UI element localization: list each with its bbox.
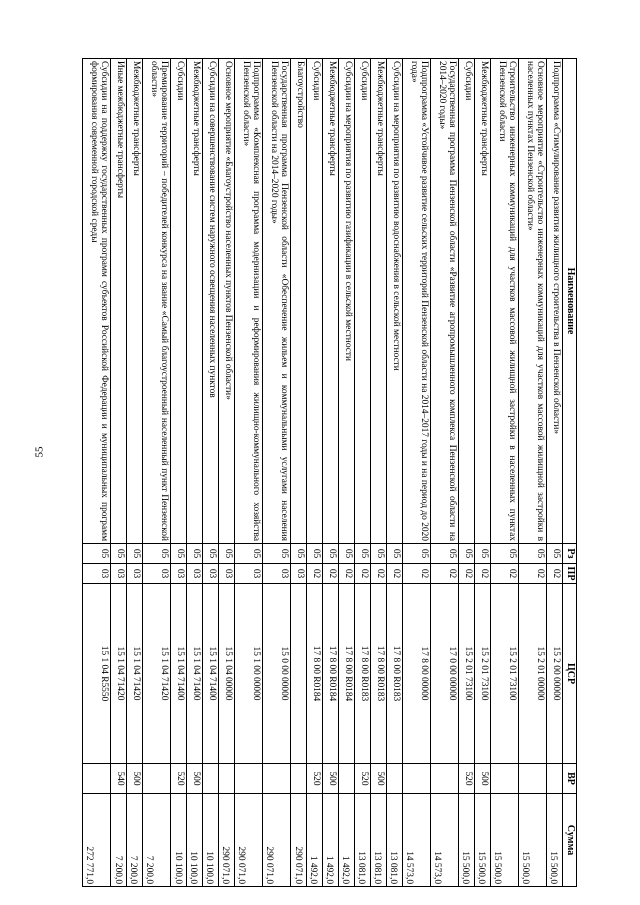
- header-name: Наименование: [563, 59, 577, 544]
- table-row: [219, 59, 235, 887]
- table-row: [263, 59, 291, 887]
- row-name: Благоустройство: [291, 59, 307, 544]
- row-vr: 500: [127, 764, 143, 794]
- header-pr: ПР: [563, 564, 577, 584]
- row-name: Строительство инженерных коммуникаций для участков массовой жилищной застройки в населенных пунктах Пензенской области: [490, 59, 518, 544]
- row-vr: [490, 764, 518, 794]
- row-sum: 14 573,0: [402, 794, 430, 887]
- budget-table-container: [82, 58, 577, 886]
- row-vr: [143, 764, 171, 794]
- row-rz: 05: [430, 544, 458, 564]
- row-sum: 13 081,0: [386, 794, 402, 887]
- row-pr: 02: [490, 564, 518, 584]
- page-number: 55: [33, 446, 46, 458]
- row-csr: 15 1 04 71400: [171, 584, 187, 764]
- row-vr: [263, 764, 291, 794]
- row-name: Межбюджетные трансферты: [187, 59, 203, 544]
- table-row: [323, 59, 339, 887]
- table-row: [339, 59, 355, 887]
- row-pr: 02: [475, 564, 491, 584]
- row-rz: 05: [475, 544, 491, 564]
- row-sum: 15 500,0: [547, 794, 563, 887]
- row-pr: 03: [263, 564, 291, 584]
- row-rz: 05: [339, 544, 355, 564]
- row-sum: 290 071,0: [263, 794, 291, 887]
- row-csr: 15 2 01 73100: [475, 584, 491, 764]
- row-pr: 02: [519, 564, 547, 584]
- row-sum: 1 492,0: [307, 794, 323, 887]
- row-rz: 05: [402, 544, 430, 564]
- row-pr: 03: [219, 564, 235, 584]
- row-rz: 05: [203, 544, 219, 564]
- row-vr: [291, 764, 307, 794]
- row-name: Подпрограмма «Устойчивое развитие сельских территорий Пензенской области на 2014–2017 годы и на период до 2020 года»: [402, 59, 430, 544]
- table-row: [355, 59, 371, 887]
- row-csr: 15 1 04 71420: [111, 584, 127, 764]
- row-sum: 1 492,0: [339, 794, 355, 887]
- row-name: Иные межбюджетные трансферты: [111, 59, 127, 544]
- row-csr: 15 2 00 00000: [547, 584, 563, 764]
- table-row: [143, 59, 171, 887]
- row-pr: 02: [355, 564, 371, 584]
- row-pr: 02: [386, 564, 402, 584]
- row-name: Основное мероприятие «Строительство инженерных коммуникаций для участков массовой жилищной застройки в населенных пунктах Пензенской области»: [519, 59, 547, 544]
- row-pr: 02: [307, 564, 323, 584]
- row-vr: 520: [171, 764, 187, 794]
- row-sum: 290 071,0: [219, 794, 235, 887]
- row-pr: 02: [323, 564, 339, 584]
- row-name: Субсидии: [307, 59, 323, 544]
- row-rz: 05: [490, 544, 518, 564]
- row-name: Подпрограмма «Стимулирование развития жилищного строительства в Пензенской области»: [547, 59, 563, 544]
- row-csr: 15 1 00 00000: [235, 584, 263, 764]
- row-sum: 10 100,0: [171, 794, 187, 887]
- row-vr: 500: [323, 764, 339, 794]
- row-vr: [203, 764, 219, 794]
- row-name: Основное мероприятие «Благоустройство населенных пунктов Пензенской области»: [219, 59, 235, 544]
- row-vr: 520: [459, 764, 475, 794]
- row-csr: 17 8 00 R0184: [339, 584, 355, 764]
- row-name: Субсидии на совершенствование систем наружного освещения населенных пунктов: [203, 59, 219, 544]
- row-name: Государственная программа Пензенской области «Развитие агропромышленного комплекса Пензенской области на 2014–2020 годы»: [430, 59, 458, 544]
- row-name: Субсидии: [459, 59, 475, 544]
- row-csr: 17 8 00 R0183: [355, 584, 371, 764]
- row-name: Межбюджетные трансферты: [370, 59, 386, 544]
- header-sum: Сумма: [563, 794, 577, 887]
- table-row: [171, 59, 187, 887]
- row-rz: 05: [323, 544, 339, 564]
- table-row: [519, 59, 547, 887]
- row-rz: 05: [83, 544, 111, 564]
- row-vr: [339, 764, 355, 794]
- row-rz: 05: [519, 544, 547, 564]
- row-rz: 05: [459, 544, 475, 564]
- row-sum: 13 081,0: [355, 794, 371, 887]
- row-pr: 03: [127, 564, 143, 584]
- row-name: Субсидии на поддержку государственных программ субъектов Российской Федерации и муниципальных программ формирования современной городской среды: [83, 59, 111, 544]
- row-name: Премирование территорий – победителей конкурса на звание «Самый благоустроенный населенный пункт Пензенской области»: [143, 59, 171, 544]
- table-row: [430, 59, 458, 887]
- row-rz: 05: [355, 544, 371, 564]
- row-csr: 15 1 04 71400: [187, 584, 203, 764]
- row-sum: 272 771,0: [83, 794, 111, 887]
- table-row: [459, 59, 475, 887]
- row-pr: 02: [339, 564, 355, 584]
- row-rz: 05: [386, 544, 402, 564]
- row-sum: 10 100,0: [203, 794, 219, 887]
- row-pr: 03: [171, 564, 187, 584]
- row-csr: 15 1 04 71400: [203, 584, 219, 764]
- row-rz: 05: [307, 544, 323, 564]
- row-csr: 17 8 00 R0184: [323, 584, 339, 764]
- table-row: [127, 59, 143, 887]
- row-pr: 03: [291, 564, 307, 584]
- row-csr: 17 8 00 00000: [402, 584, 430, 764]
- row-rz: 05: [111, 544, 127, 564]
- header-rz: Рз: [563, 544, 577, 564]
- table-row: [370, 59, 386, 887]
- row-vr: [547, 764, 563, 794]
- row-sum: 7 200,0: [127, 794, 143, 887]
- row-csr: 15 2 01 00000: [519, 584, 547, 764]
- row-name: Субсидии на мероприятия по развитию водоснабжения в сельской местности: [386, 59, 402, 544]
- row-rz: 05: [370, 544, 386, 564]
- row-vr: 540: [111, 764, 127, 794]
- row-name: Субсидии на мероприятия по развитию газификации в сельской местности: [339, 59, 355, 544]
- row-sum: 10 100,0: [187, 794, 203, 887]
- row-name: Подпрограмма «Комплексная программа модернизации и реформирования жилищно-коммунального хозяйства Пензенской области»: [235, 59, 263, 544]
- row-rz: 05: [235, 544, 263, 564]
- row-csr: 17 0 00 00000: [430, 584, 458, 764]
- budget-table: [82, 58, 577, 887]
- row-name: Межбюджетные трансферты: [127, 59, 143, 544]
- table-row: [83, 59, 111, 887]
- row-csr: 15 1 04 71420: [143, 584, 171, 764]
- row-pr: 03: [111, 564, 127, 584]
- table-row: [402, 59, 430, 887]
- row-vr: [519, 764, 547, 794]
- row-csr: 17 8 00 R0184: [307, 584, 323, 764]
- row-csr: 15 1 04 R5550: [83, 584, 111, 764]
- row-pr: 02: [547, 564, 563, 584]
- table-row: [386, 59, 402, 887]
- row-name: Межбюджетные трансферты: [323, 59, 339, 544]
- row-sum: 15 500,0: [519, 794, 547, 887]
- row-rz: 05: [263, 544, 291, 564]
- row-csr: 15 1 04 00000: [219, 584, 235, 764]
- row-rz: 05: [219, 544, 235, 564]
- row-sum: 290 071,0: [291, 794, 307, 887]
- row-vr: [402, 764, 430, 794]
- row-csr: 15 2 01 73100: [490, 584, 518, 764]
- row-vr: [430, 764, 458, 794]
- row-rz: 05: [127, 544, 143, 564]
- row-sum: 1 492,0: [323, 794, 339, 887]
- table-row: [187, 59, 203, 887]
- header-vr: ВР: [563, 764, 577, 794]
- header-csr: ЦСР: [563, 584, 577, 764]
- row-csr: 17 8 00 R0183: [370, 584, 386, 764]
- table-row: [490, 59, 518, 887]
- row-vr: [235, 764, 263, 794]
- row-name: Субсидии: [171, 59, 187, 544]
- table-header-row: [563, 59, 577, 887]
- row-vr: [219, 764, 235, 794]
- row-csr: [291, 584, 307, 764]
- row-name: Субсидии: [355, 59, 371, 544]
- row-sum: 290 071,0: [235, 794, 263, 887]
- row-vr: [83, 764, 111, 794]
- row-csr: 15 1 04 71420: [127, 584, 143, 764]
- row-sum: 15 500,0: [490, 794, 518, 887]
- row-vr: 500: [187, 764, 203, 794]
- row-sum: 14 573,0: [430, 794, 458, 887]
- row-pr: 03: [187, 564, 203, 584]
- table-row: [547, 59, 563, 887]
- row-rz: 05: [143, 544, 171, 564]
- row-name: Государственная программа Пензенской области «Обеспечение жильем и коммунальными услугами населения Пензенской области на 2014–2020 годы»: [263, 59, 291, 544]
- row-pr: 03: [83, 564, 111, 584]
- row-sum: 15 500,0: [459, 794, 475, 887]
- table-row: [203, 59, 219, 887]
- row-pr: 03: [235, 564, 263, 584]
- table-row: [235, 59, 263, 887]
- table-row: [475, 59, 491, 887]
- row-csr: 17 8 00 R0183: [386, 584, 402, 764]
- row-pr: 03: [203, 564, 219, 584]
- row-rz: 05: [171, 544, 187, 564]
- row-pr: 02: [402, 564, 430, 584]
- row-pr: 02: [430, 564, 458, 584]
- row-sum: 7 200,0: [143, 794, 171, 887]
- row-rz: 05: [547, 544, 563, 564]
- table-row: [111, 59, 127, 887]
- row-sum: 13 081,0: [370, 794, 386, 887]
- row-vr: 520: [307, 764, 323, 794]
- row-rz: 05: [291, 544, 307, 564]
- row-vr: 520: [355, 764, 371, 794]
- table-row: [307, 59, 323, 887]
- row-pr: 02: [459, 564, 475, 584]
- row-rz: 05: [187, 544, 203, 564]
- row-name: Межбюджетные трансферты: [475, 59, 491, 544]
- row-sum: 7 200,0: [111, 794, 127, 887]
- row-sum: 15 500,0: [475, 794, 491, 887]
- row-vr: 500: [370, 764, 386, 794]
- row-pr: 02: [370, 564, 386, 584]
- row-vr: 500: [475, 764, 491, 794]
- row-vr: [386, 764, 402, 794]
- row-csr: 15 0 00 00000: [263, 584, 291, 764]
- row-pr: 03: [143, 564, 171, 584]
- table-row: [291, 59, 307, 887]
- row-csr: 15 2 01 73100: [459, 584, 475, 764]
